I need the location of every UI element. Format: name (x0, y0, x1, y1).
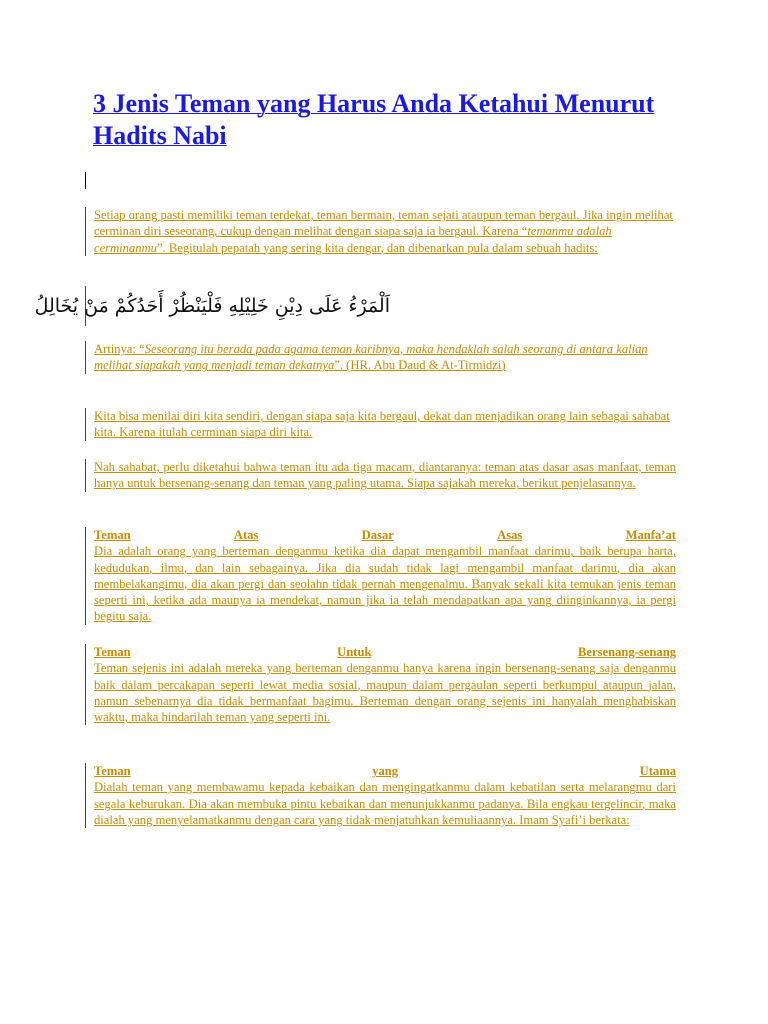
translation-paragraph (85, 341, 676, 374)
section-heading (94, 527, 676, 543)
section-friend-benefit (85, 527, 676, 625)
section-body: Teman sejenis ini adalah mereka yang berteman denganmu hanya karena ingin bersenang-senang saja denganmu baik dalam percakapan seperti lewat media sosial, maupun dalam pergaulan seperti berkumpul ataupun jalan, namun sebenarnya dia tidak bermanfaat bagimu. Berteman dengan orang sejenis ini hanyalah menghabiskan waktu, maka hindarilah teman yang seperti ini. (94, 661, 676, 725)
heading-word: Dasar (361, 528, 394, 542)
translation-prefix: Artinya: “ (94, 342, 145, 356)
heading-word: Bersenang-senang (578, 645, 676, 659)
section-heading (94, 763, 676, 779)
translation-suffix: ”. (HR. Abu Daud & At-Tirmidzi) (334, 358, 506, 373)
section-body: Dia adalah orang yang berteman denganmu ketika dia dapat mengambil manfaat darimu, baik berupa harta, kedudukan, ilmu, dan lain sebagainya. Jika dia sudah tidak lagi mengambil manfaat darimu, dia akan membelakangimu, dia akan pergi dan seolahn tidak pernah mengenalmu. Banyak sekali kita temukan jenis teman seperti ini, ketika ada maunya ia mendekat, namun jika ia telah mendapatkan apa yang diinginkannya, ia pergi begitu saja. (94, 544, 676, 624)
hadith-arabic (34, 286, 390, 326)
heading-word: Teman (94, 764, 131, 778)
paragraph-3-text: Nah sahabat, perlu diketahui bahwa teman itu ada tiga macam, diantaranya: teman atas dasar asas manfaat, teman hanya untuk bersenang-senang dan teman yang paling utama. Siapa sajakah mereka, berikut penjelasannya. (94, 460, 676, 491)
page-title[interactable]: 3 Jenis Teman yang Harus Anda Ketahui Menurut Hadits Nabi (93, 89, 655, 150)
intro-quote: temanmu adalah cerminanmu (94, 224, 612, 255)
heading-word: Teman (94, 528, 131, 542)
intro-text-1: Setiap orang pasti memiliki teman terdekat, teman bermain, teman sejati ataupun teman bergaul. Jika ingin melihat cerminan diri seseorang, cukup dengan melihat dengan siapa saja ia bergaul. Karena “ (94, 208, 673, 239)
text-cursor (85, 172, 86, 189)
paragraph-2-text: Kita bisa menilai diri kita sendiri, dengan siapa saja kita bergaul, dekat dan menjadikan orang lain sebagai sahabat kita. Karena itulah cerminan siapa diri kita. (94, 409, 670, 440)
section-heading (94, 644, 676, 660)
heading-word: Asas (497, 528, 523, 542)
intro-paragraph (85, 207, 676, 256)
heading-word: Atas (233, 528, 259, 542)
heading-word: Teman (94, 645, 131, 659)
heading-word: yang (372, 764, 399, 778)
section-friend-fun (85, 644, 676, 725)
section-friend-best (85, 763, 676, 828)
paragraph-self-reflection (85, 408, 676, 441)
heading-word: Manfa’at (625, 528, 676, 542)
section-body: Dialah teman yang membawamu kepada kebaikan dan mengingatkanmu dalam kebatilan serta melarangmu dari segala keburukan. Dia akan membuka pintu kebaikan dan menunjukkanmu padanya. Bila engkau tergelincir, maka dialah yang menyelamatkanmu dengan cara yang tidak menjatuhkan kemuliaannya. Imam Syafi’i berkata: (94, 780, 676, 827)
hadith-arabic-text: اَلْمَرْءُ عَلَى دِيْنِ خَلِيْلِهِ فَلْيَنْظُرْ أَحَدُكُمْ مَنْ يُخَالِلُ (34, 295, 390, 317)
intro-text-2: ”. Begitulah pepatah yang sering kita dengar, dan dibenarkan pula dalam sebuah hadits: (156, 240, 598, 255)
paragraph-three-types (85, 459, 676, 492)
heading-word: Utama (639, 764, 676, 778)
translation-italic: Seseorang itu berada pada agama teman karibnya, maka hendaklah salah seorang di antara kalian melihat siapakah yang menjadi teman dekatnya (94, 342, 648, 373)
heading-word: Untuk (337, 645, 372, 659)
